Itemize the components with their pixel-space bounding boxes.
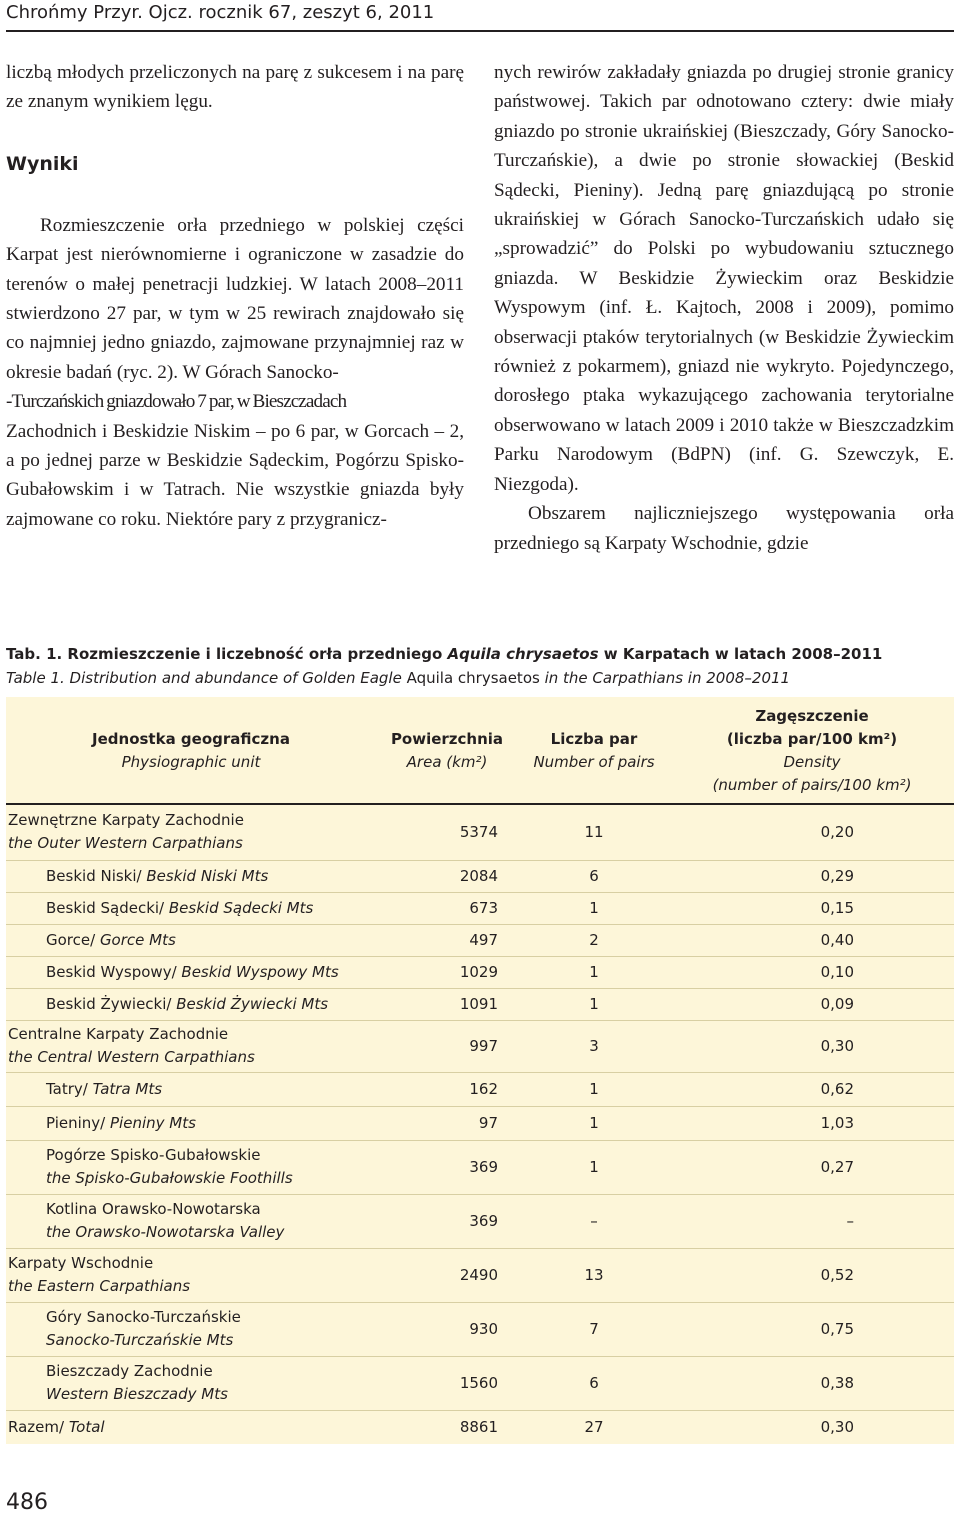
section-heading: Wyniki <box>6 152 79 175</box>
cell-density: 0,30 <box>670 1020 954 1072</box>
paragraph-line: -Turczańskich gniazdowało 7 par, w Bieszczadach <box>6 391 347 413</box>
header-unit: Jednostka geograficzna Physiographic unit <box>6 697 376 804</box>
cell-area: 1029 <box>376 956 518 988</box>
table-row <box>6 804 954 860</box>
table-row <box>6 1302 954 1356</box>
header-pairs: Liczba par Number of pairs <box>518 697 670 804</box>
cell-area: 2490 <box>376 1248 518 1302</box>
cell-area: 369 <box>376 1140 518 1194</box>
table-row <box>6 924 954 956</box>
table-row <box>6 1194 954 1248</box>
cell-unit: Tatry/ Tatra Mts <box>6 1072 376 1106</box>
header-area: Powierzchnia Area (km²) <box>376 697 518 804</box>
data-table <box>6 697 954 1444</box>
cell-area: 8861 <box>459 1417 498 1436</box>
cell-pairs: 1 <box>518 988 670 1020</box>
cell-pairs: 13 <box>518 1248 670 1302</box>
cell-density: 0,10 <box>670 956 954 988</box>
page-number: 486 <box>6 1490 48 1515</box>
cell-unit: Beskid Wyspowy/ Beskid Wyspowy Mts <box>6 956 376 988</box>
table-row <box>6 956 954 988</box>
cell-area: 997 <box>376 1020 518 1072</box>
table-row <box>6 860 954 892</box>
table-header-row <box>6 697 954 804</box>
header-density: Zagęszczenie (liczba par/100 km²) Density (number of pairs/100 km²) <box>670 697 954 804</box>
cell-area: 673 <box>376 892 518 924</box>
cell-pairs: 1 <box>518 956 670 988</box>
table-row <box>6 1140 954 1194</box>
cell-density: 0,09 <box>670 988 954 1020</box>
cell-pairs: 7 <box>518 1302 670 1356</box>
cell-unit: Karpaty Wschodnie the Eastern Carpathians <box>6 1248 376 1302</box>
cell-unit: Pieniny/ Pieniny Mts <box>6 1106 376 1140</box>
cell-unit: Zewnętrzne Karpaty Zachodnie the Outer Western Carpathians <box>6 804 376 860</box>
cell-area: 1560 <box>376 1356 518 1410</box>
cell-area: 930 <box>376 1302 518 1356</box>
cell-unit: Góry Sanocko-Turczańskie Sanocko-Turczańskie Mts <box>6 1302 376 1356</box>
cell-area: 97 <box>376 1106 518 1140</box>
cell-unit: Gorce/ Gorce Mts <box>6 924 376 956</box>
table-row <box>6 892 954 924</box>
cell-density: 0,30 <box>820 1417 854 1436</box>
cell-unit: Razem/ Total <box>8 1417 105 1436</box>
cell-unit: Beskid Żywiecki/ Beskid Żywiecki Mts <box>6 988 376 1020</box>
cell-pairs: 1 <box>518 1140 670 1194</box>
running-header: Chrońmy Przyr. Ojcz. rocznik 67, zeszyt 6, 2011 <box>6 0 954 32</box>
cell-density: 0,15 <box>670 892 954 924</box>
cell-unit: Beskid Niski/ Beskid Niski Mts <box>6 860 376 892</box>
cell-density: 0,75 <box>670 1302 954 1356</box>
cell-density: 0,62 <box>670 1072 954 1106</box>
cell-unit: Centralne Karpaty Zachodnie the Central Western Carpathians <box>6 1020 376 1072</box>
cell-pairs: 27 <box>584 1417 604 1436</box>
cell-pairs: 1 <box>518 1106 670 1140</box>
cell-unit: Bieszczady Zachodnie Western Bieszczady Mts <box>6 1356 376 1410</box>
cell-density: – <box>670 1194 954 1248</box>
cell-pairs: 6 <box>518 1356 670 1410</box>
table-row <box>6 1020 954 1072</box>
paragraph: Obszarem najliczniejszego występowania orła przedniego są Karpaty Wschodnie, gdzie <box>494 503 954 554</box>
cell-density: 1,03 <box>670 1106 954 1140</box>
text-column-left <box>6 58 464 534</box>
caption-english: Table 1. Distribution and abundance of Golden Eagle Aquila chrysaetos in the Carpathians in 2008–2011 <box>6 669 791 687</box>
cell-area: 1091 <box>376 988 518 1020</box>
table-caption <box>6 642 956 690</box>
cell-density: 0,27 <box>670 1140 954 1194</box>
cell-unit: Kotlina Orawsko-Nowotarska the Orawsko-Nowotarska Valley <box>6 1194 376 1248</box>
cell-pairs: 2 <box>518 924 670 956</box>
table-row <box>6 1072 954 1106</box>
cell-unit: Pogórze Spisko-Gubałowskie the Spisko-Gubałowskie Foothills <box>6 1140 376 1194</box>
cell-density: 0,40 <box>670 924 954 956</box>
cell-area: 5374 <box>376 804 518 860</box>
table-row <box>6 1356 954 1410</box>
paragraph: Zachodnich i Beskidzie Niskim – po 6 par, w Gorcach – 2, a po jednej parze w Beskidzie Sądeckim, Pogórzu Spisko-Gubałowskim i w Tatrach. Nie wszystkie gniazda były zajmowane co roku. Niektóre pary z przygranicz- <box>6 420 464 530</box>
cell-pairs: 1 <box>518 1072 670 1106</box>
text-column-right <box>494 58 954 558</box>
cell-area: 162 <box>376 1072 518 1106</box>
table-row-total <box>6 1410 954 1444</box>
table-row <box>6 1106 954 1140</box>
cell-pairs: 1 <box>518 892 670 924</box>
cell-area: 369 <box>376 1194 518 1248</box>
caption-polish: Tab. 1. Rozmieszczenie i liczebność orła przedniego Aquila chrysaetos w Karpatach w latach 2008–2011 <box>6 645 883 663</box>
table-row <box>6 988 954 1020</box>
table-row <box>6 1248 954 1302</box>
cell-density: 0,29 <box>670 860 954 892</box>
paragraph: nych rewirów zakładały gniazda po drugiej stronie granicy państwowej. Takich par odnotowano cztery: dwie miały gniazdo po stronie ukraińskiej (Bieszczady, Góry Sanocko-Turczańskie), a dwie po stronie słowackiej (Beskid Sądecki, Pieniny). Jedną parę gniazdującą po stronie ukraińskiej w Górach Sanocko-Turczańskich udało się „sprowadzić” do Polski po wybudowaniu sztucznego gniazda. W Beskidzie Żywieckim oraz Beskidzie Wyspowym (inf. Ł. Kajtoch, 2008 i 2009), pomimo obserwacji ptaków terytorialnych (w Beskidzie Żywieckim również z pokarmem), gniazd nie wykryto. Pojedynczego, dorosłego ptaka wykazującego zachowania terytorialne obserwowano w latach 2009 i 2010 także w Bieszczadzkim Parku Narodowym (BdPN) (inf. G. Szewczyk, E. Niezgoda). <box>494 62 954 495</box>
cell-density: 0,20 <box>670 804 954 860</box>
cell-pairs: 6 <box>518 860 670 892</box>
paragraph: liczbą młodych przeliczonych na parę z sukcesem i na parę ze znanym wynikiem lęgu. <box>6 62 464 113</box>
cell-density: 0,38 <box>670 1356 954 1410</box>
cell-unit: Beskid Sądecki/ Beskid Sądecki Mts <box>6 892 376 924</box>
cell-pairs: 3 <box>518 1020 670 1072</box>
cell-pairs: – <box>518 1194 670 1248</box>
cell-pairs: 11 <box>518 804 670 860</box>
cell-density: 0,52 <box>670 1248 954 1302</box>
paragraph: Rozmieszczenie orła przedniego w polskiej części Karpat jest nierównomierne i ograniczone w zasadzie do terenów o małej penetracji ludzkiej. W latach 2008–2011 stwierdzono 27 par, w tym w 25 rewirach znajdowało się co najmniej jedno gniazdo, zajmowane przynajmniej raz w okresie badań (ryc. 2). W Górach Sanocko- <box>6 214 464 383</box>
cell-area: 2084 <box>376 860 518 892</box>
cell-area: 497 <box>376 924 518 956</box>
